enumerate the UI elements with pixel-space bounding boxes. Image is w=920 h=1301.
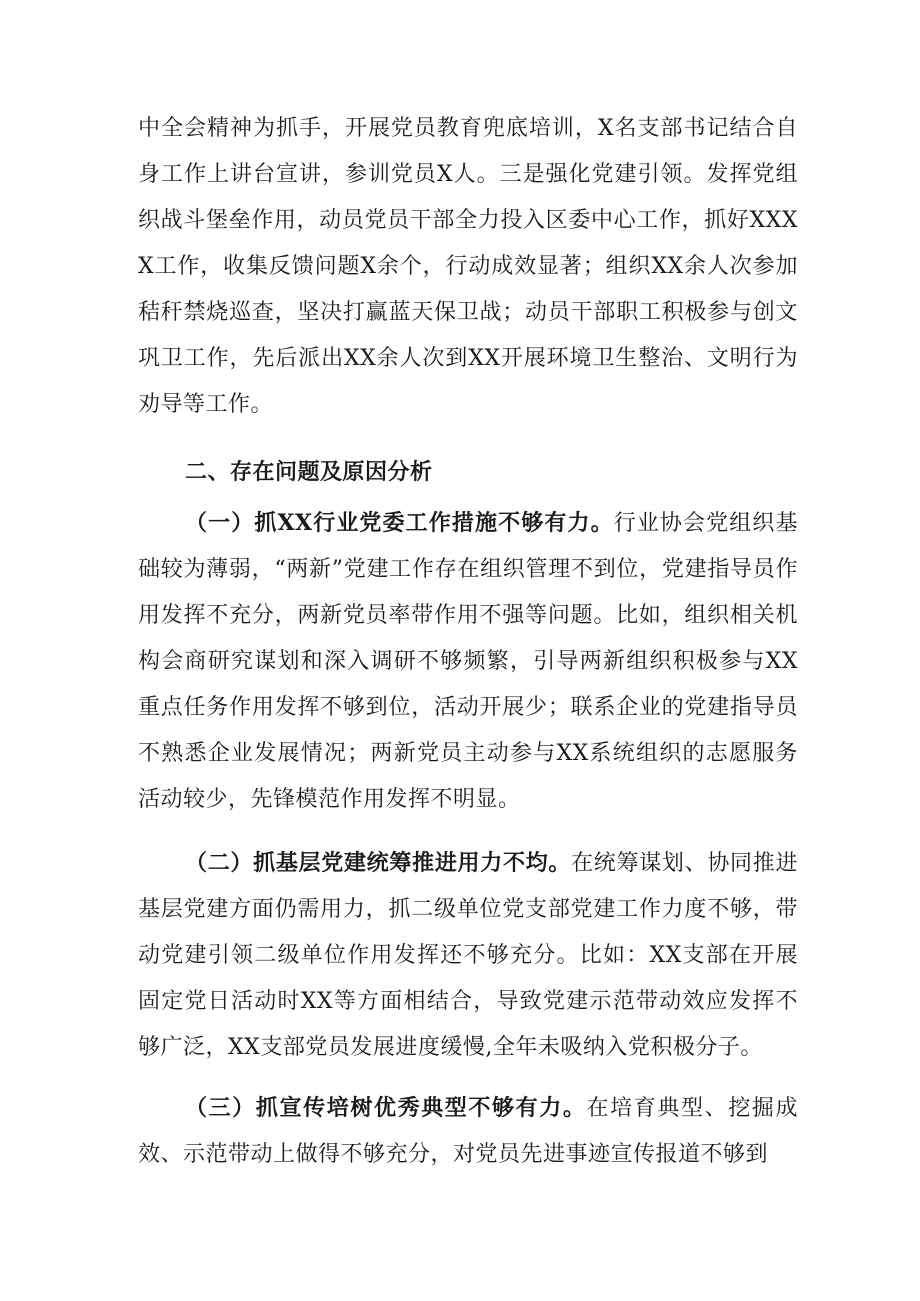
issue-2-lead: （二）抓基层党建统筹推进用力不均。 bbox=[185, 850, 572, 876]
issue-3-body: 在培育典型、挖掘成效、示范带动上做得不够充分，对党员先进事迹宣传报道不够到 bbox=[138, 1096, 798, 1167]
issue-paragraph-3 bbox=[138, 1085, 798, 1178]
issue-paragraph-1 bbox=[138, 500, 798, 823]
issue-2-body: 在统筹谋划、协同推进基层党建方面仍需用力，抓二级单位党支部党建工作力度不够，带动党建引领二级单位作用发挥还不够充分。比如：XX支部在开展固定党日活动时XX等方面相结合，导致党建示范带动效应发挥不够广泛，XX支部党员发展进度缓慢,全年未吸纳入党积极分子。 bbox=[138, 851, 798, 1060]
issue-paragraph-2 bbox=[138, 840, 798, 1071]
issue-1-body: 行业协会党组织基础较为薄弱，“两新”党建工作存在组织管理不到位，党建指导员作用发挥不充分，两新党员率带作用不强等问题。比如，组织相关机构会商研究谋划和深入调研不够频繁，引导两新组织积极参与XX重点任务作用发挥不够到位，活动开展少；联系企业的党建指导员不熟悉企业发展情况；两新党员主动参与XX系统组织的志愿服务活动较少，先锋模范作用发挥不明显。 bbox=[138, 511, 798, 812]
section-heading: 二、存在问题及原因分析 bbox=[185, 459, 433, 485]
continuation-paragraph: 中全会精神为抓手，开展党员教育兜底培训，X名支部书记结合自身工作上讲台宣讲，参训党员X人。三是强化党建引领。发挥党组织战斗堡垒作用，动员党员干部全力投入区委中心工作，抓好XXXX工作，收集反馈问题X余个，行动成效显著；组织XX余人次参加秸秆禁烧巡查，坚决打赢蓝天保卫战；动员干部职工积极参与创文巩卫工作，先后派出XX余人次到XX开展环境卫生整治、文明行为劝导等工作。 bbox=[138, 116, 798, 417]
issue-1-lead: （一）抓XX行业党委工作措施不够有力。 bbox=[185, 510, 614, 536]
issue-3-lead: （三）抓宣传培树优秀典型不够有力。 bbox=[185, 1095, 587, 1121]
